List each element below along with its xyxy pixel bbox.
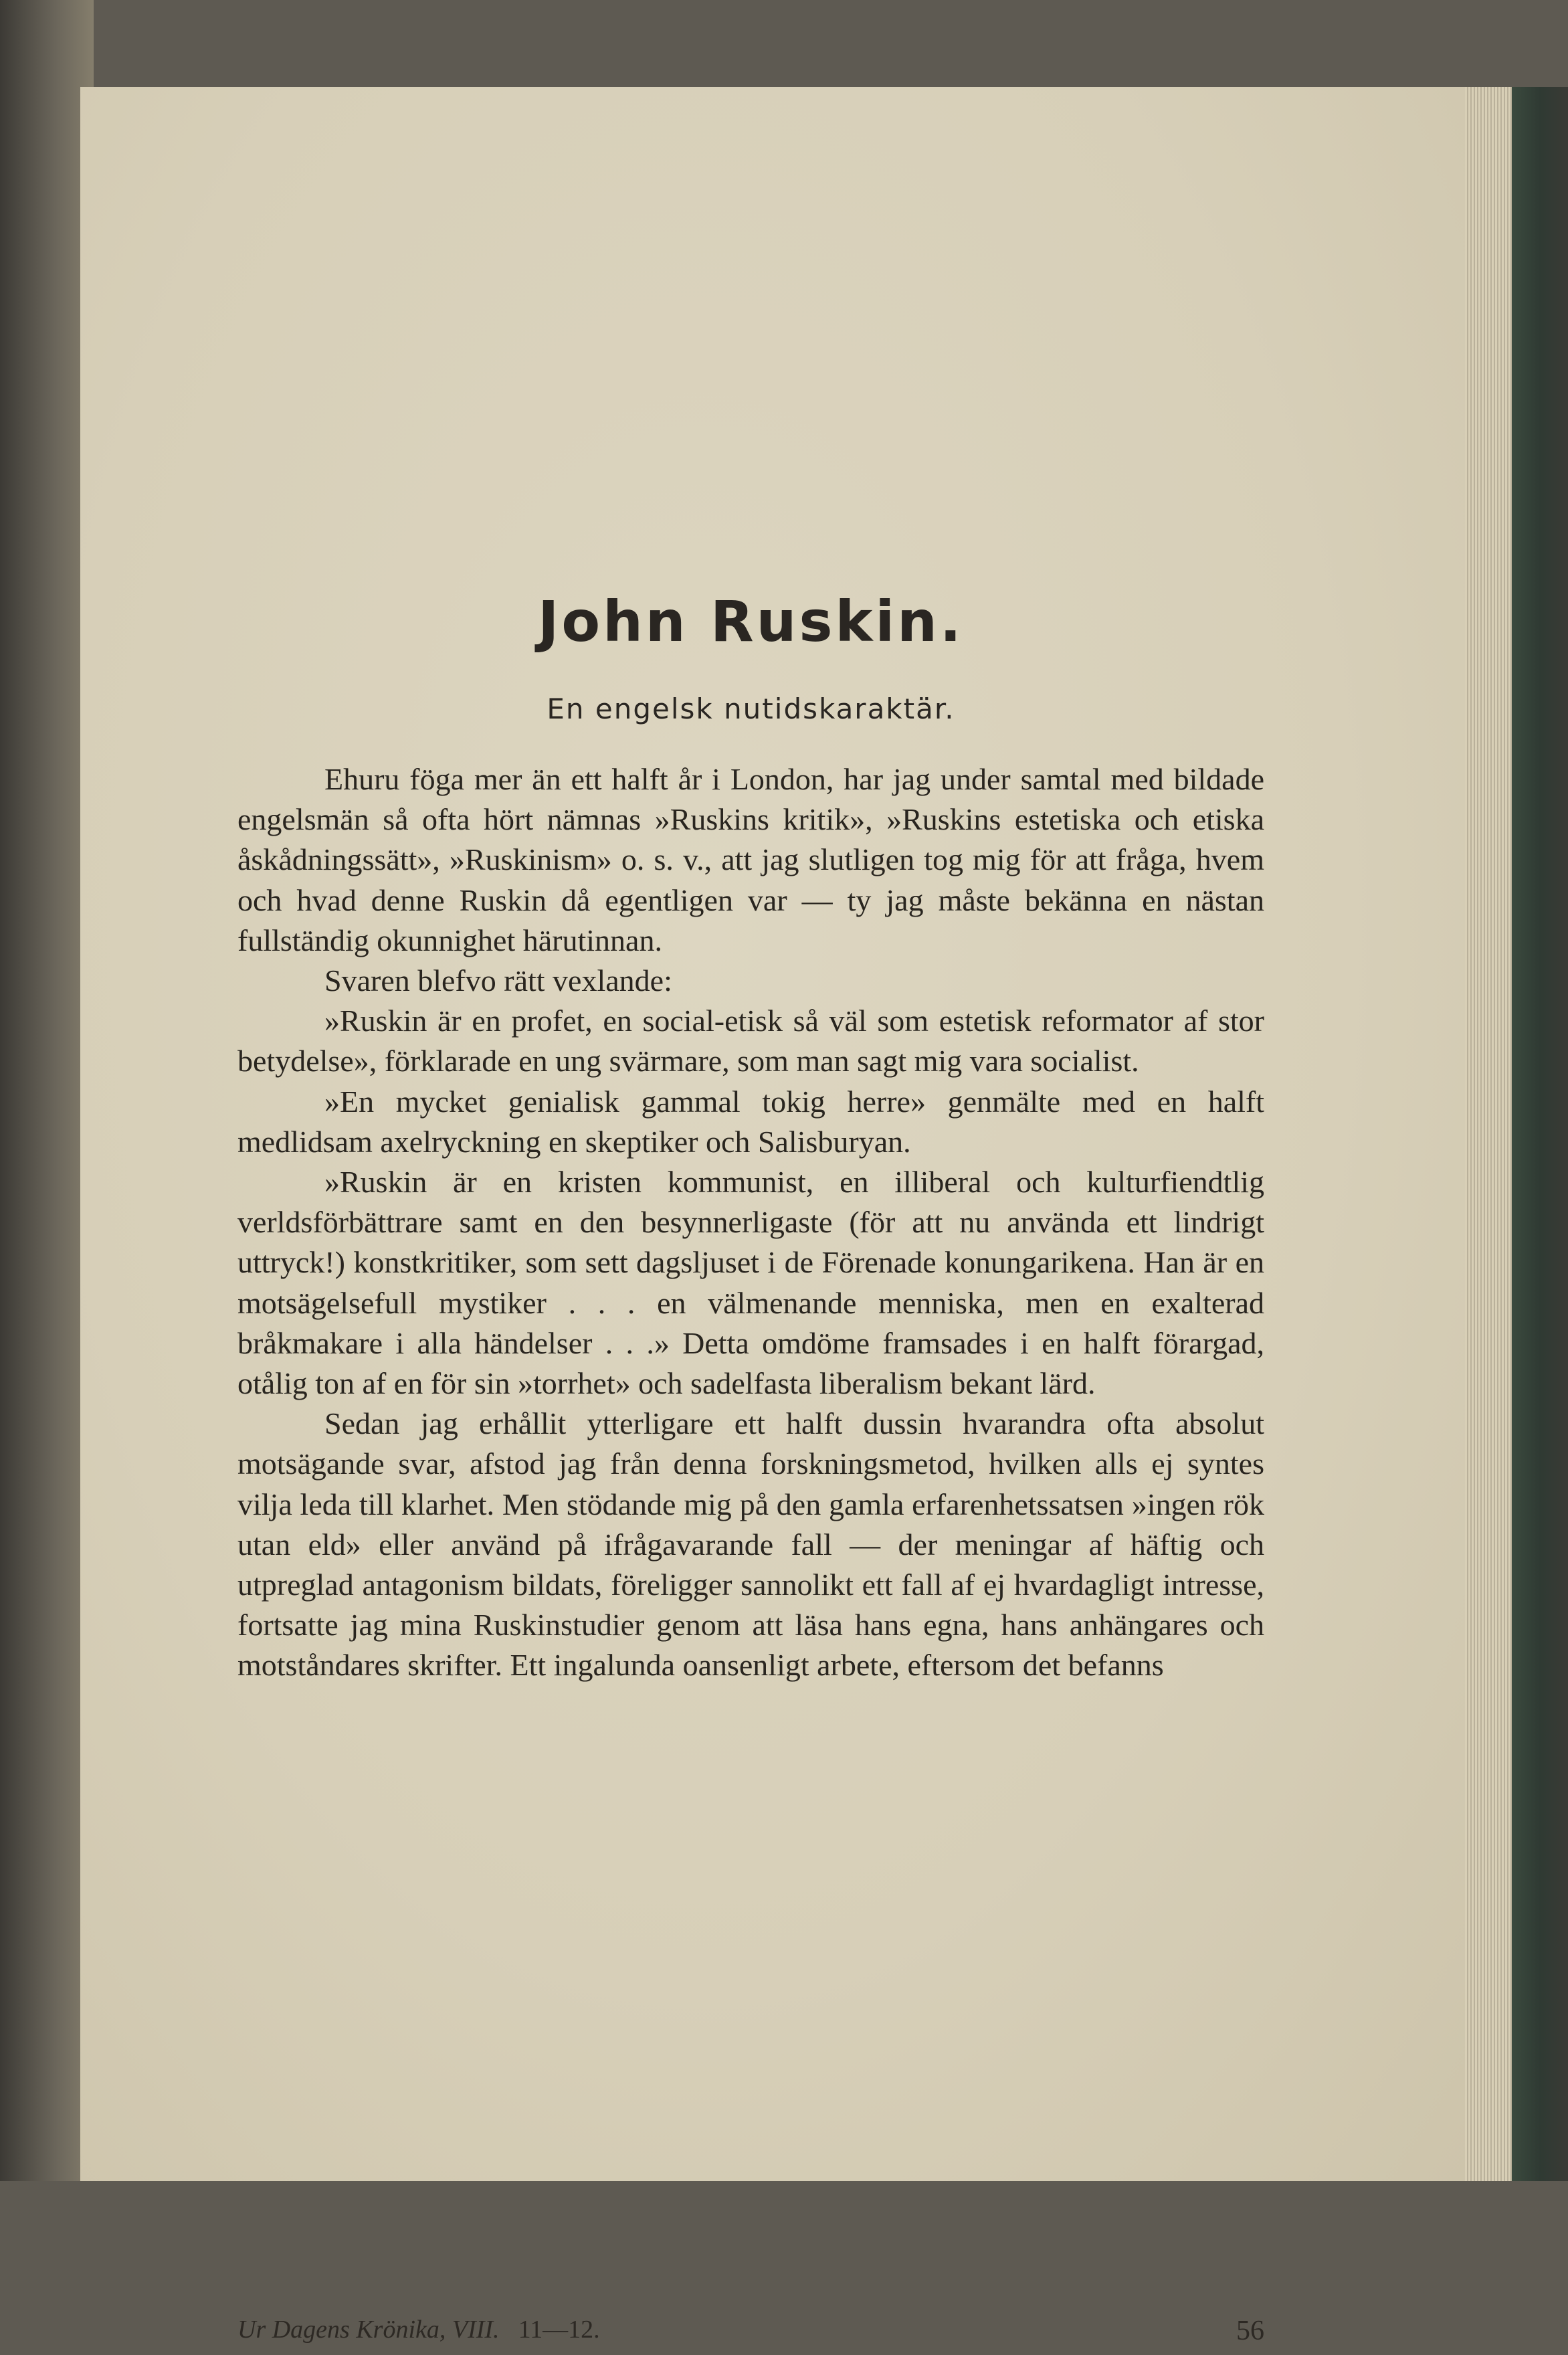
source-title: Ur Dagens Krönika, VIII.: [237, 2316, 500, 2344]
issue-number: 11—12.: [518, 2316, 600, 2344]
article-body: [237, 759, 1264, 1686]
paragraph: Ehuru föga mer än ett halft år i London, har jag under samtal med bildade engelsmän så ofta hört nämnas »Ruskins kritik», »Ruskins estetiska och etiska åskådningssätt», »Ruskinism» o. s. v., att jag slutligen tog mig för att fråga, hvem och hvad denne Ruskin då egentligen var — ty jag måste bekänna en nästan fullständig okunnighet härutinnan.: [237, 762, 1264, 957]
paragraph: »En mycket genialisk gammal tokig herre» genmälte med en halft medlidsam axelryckning en skeptiker och Salisburyan.: [237, 1084, 1264, 1159]
paragraph: Sedan jag erhållit ytterligare ett halft dussin hvarandra ofta absolut motsägande svar, afstod jag från denna forskningsmetod, hvilken alls ej syntes vilja leda till klarhet. Men stödande mig på den gamla erfarenhetssatsen »ingen rök utan eld» eller använd på ifrågavarande fall — der meningar af häftig och utpreglad antagonism bildats, föreligger sannolikt ett fall af ej hvardagligt intresse, fortsatte jag mina Ruskinstudier genom att läsa hans egna, hans anhängares och motståndares skrifter. Ett ingalunda oansenligt arbete, eftersom det befanns: [237, 1406, 1264, 1683]
paragraph: »Ruskin är en kristen kommunist, en illiberal och kulturfiendtlig verldsförbättrare samt en den besynnerligaste (för att nu använda ett lindrigt uttryck!) konstkritiker, som sett dagsljuset i de Förenade konungarikena. Han är en motsägelsefull mystiker . . . en välmenande menniska, men en exalterad bråkmakare i alla händelser . . .» Detta omdöme framsades i en halft förargad, otålig ton af en för sin »torrhet» och sadelfasta liberalism bekant lärd.: [237, 1165, 1264, 1401]
article-title: John Ruskin.: [538, 589, 964, 654]
book-shadow-left: [0, 0, 94, 2181]
source-line: [237, 2315, 600, 2344]
book-cover-edge: [1512, 87, 1568, 2181]
paragraph: Svaren blefvo rätt vexlande:: [324, 963, 672, 998]
page-edges: [1465, 87, 1512, 2181]
page-number: 56: [1236, 2316, 1264, 2346]
paragraph: »Ruskin är en profet, en social-etisk så väl som estetisk reformator af stor betydelse», förklarade en ung svärmare, som man sagt mig vara socialist.: [237, 1004, 1264, 1078]
article-subtitle: En engelsk nutidskaraktär.: [547, 692, 955, 725]
page-footer: [237, 2315, 1264, 2355]
